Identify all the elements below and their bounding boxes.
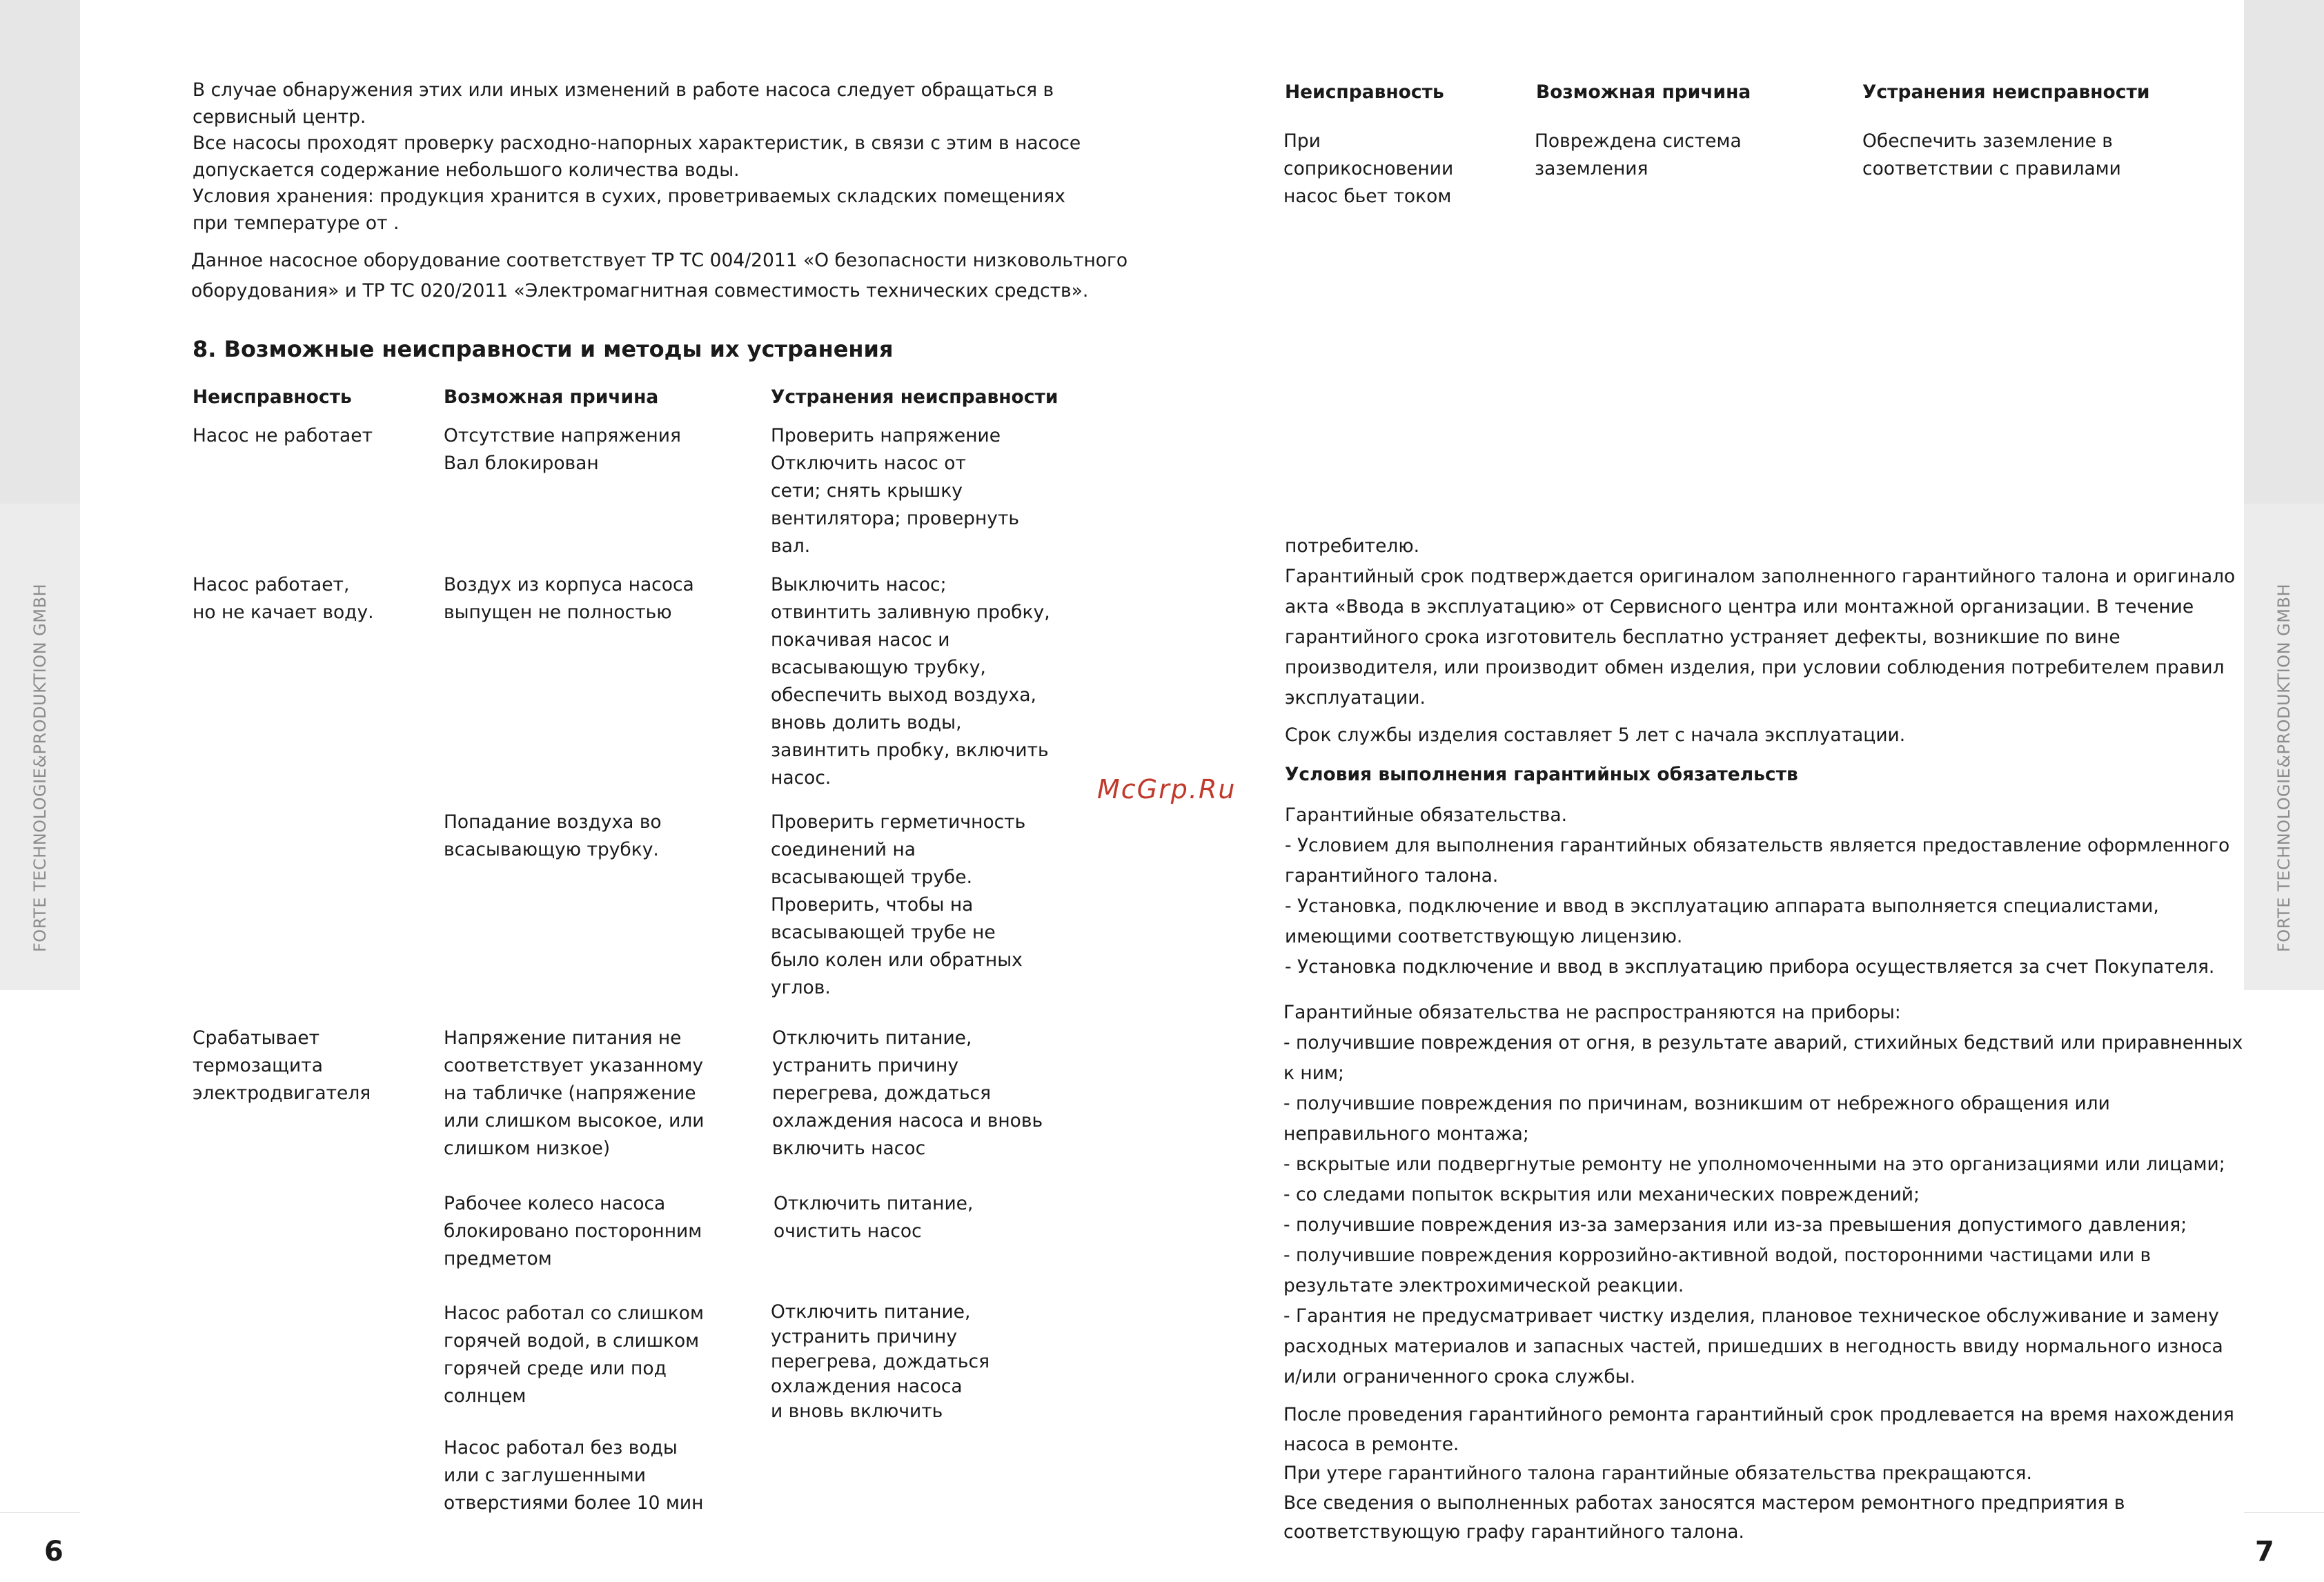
final-text: После проведения гарантийного ремонта гарантийный срок продлевается на время нахождения насоса в ремонте. При утере гарантийного талона гарантийные обязательства прекращаются. Все сведения о выполненных работах заносятся мастером ремонтного предприятия в соответствующую графу гарантийного талона. bbox=[1283, 1404, 2234, 1543]
row-2-fix: Проверить герметичность соединений на всасывающей трубе. Проверить, чтобы на всасывающей трубе не было колен или обратных углов. bbox=[771, 811, 1026, 998]
left-page-number: 6 bbox=[0, 1512, 80, 1582]
warranty-intro: потребителю. Гарантийный срок подтверждается оригиналом заполненного гарантийного талона и оригинало акта «Ввода в эксплуатацию» от Сервисного центра или монтажной организации. В течение гарантийного срока изготовитель бесплатно устраняет дефекты, возникшие по вине производителя, или производит обмен изделия, при условии соблюдения потребителем правил эксплуатации. bbox=[1285, 535, 2236, 709]
intro-paragraph: В случае обнаружения этих или иных изменений в работе насоса следует обращаться в сервисный центр. Все насосы проходят проверку расходно-напорных характеристик, в связи с этим в насосе допускается содержание небольшого количества воды. Условия хранения: продукция хранится в сухих, проветриваемых складских помещениях при температуре от . bbox=[193, 79, 1081, 234]
row-5-cause: Насос работал со слишком горячей водой, в слишком горячей среде или под солнцем bbox=[444, 1303, 704, 1407]
row-4-fix: Отключить питание, очистить насос bbox=[774, 1193, 974, 1242]
row-0-fault: Насос не работает bbox=[193, 425, 373, 446]
left-sidebar-top bbox=[0, 0, 80, 504]
col-header-fault: Неисправность bbox=[193, 386, 352, 408]
row-1-fix: Выключить насос; отвинтить заливную пробку, покачивая насос и всасывающую трубку, обеспечить выход воздуха, вновь долить воды, завинтить пробку, включить насос. bbox=[771, 574, 1050, 789]
col-header-fix: Устранения неисправности bbox=[771, 386, 1058, 408]
right-row-fix: Обеспечить заземление в соответствии с правилами bbox=[1862, 130, 2121, 179]
row-1-fault: Насос работает, но не качает воду. bbox=[193, 574, 374, 623]
section-title: 8. Возможные неисправности и методы их устранения bbox=[193, 336, 894, 362]
right-col-header-cause: Возможная причина bbox=[1536, 81, 1751, 103]
right-sidebar-top bbox=[2244, 0, 2324, 504]
row-1-cause: Воздух из корпуса насоса выпущен не полностью bbox=[444, 574, 694, 623]
row-3-fix: Отключить питание, устранить причину перегрева, дождаться охлаждения насоса и вновь включить насос bbox=[772, 1027, 1043, 1159]
row-3-fault: Срабатывает термозащита электродвигателя bbox=[193, 1027, 371, 1104]
row-6-cause: Насос работал без воды или с заглушенными отверстиями более 10 мин bbox=[444, 1437, 704, 1514]
watermark: McGrp.Ru bbox=[1097, 774, 1237, 804]
right-row-fault: При соприкосновении насос бьет током bbox=[1283, 130, 1454, 207]
row-5-fix: Отключить питание, устранить причину перегрева, дождаться охлаждения насоса и вновь включить bbox=[771, 1301, 990, 1422]
conditions-title: Условия выполнения гарантийных обязательств bbox=[1285, 764, 1798, 785]
right-col-header-fix: Устранения неисправности bbox=[1862, 81, 2150, 103]
row-2-cause: Попадание воздуха во всасывающую трубку. bbox=[444, 811, 662, 860]
right-row-cause: Повреждена система заземления bbox=[1535, 130, 1742, 179]
row-4-cause: Рабочее колесо насоса блокировано посторонним предметом bbox=[444, 1193, 702, 1269]
service-life: Срок службы изделия составляет 5 лет с начала эксплуатации. bbox=[1285, 724, 1906, 746]
left-sidebar-band bbox=[0, 504, 80, 990]
right-col-header-fault: Неисправность bbox=[1285, 81, 1444, 103]
left-sidebar-brand: FORTE TECHNOLOGIE&PRODUKTION GMBH bbox=[30, 584, 50, 952]
right-page-number: 7 bbox=[2244, 1512, 2324, 1582]
row-0-fix: Проверить напряжение Отключить насос от сети; снять крышку вентилятора; провернуть вал. bbox=[771, 425, 1020, 557]
conditions-text: Гарантийные обязательства. - Условием для выполнения гарантийных обязательств является предоставление оформленного гарантийного талона. - Установка, подключение и ввод в эксплуатацию аппарата выполняется специалистами, имеющими соответствующую лицензию. - Установка подключение и ввод в эксплуатацию прибора осуществляется за счет Покупателя. bbox=[1285, 804, 2230, 978]
row-3-cause: Напряжение питания не соответствует указанному на табличке (напряжение или слишком высокое, или слишком низкое) bbox=[444, 1027, 705, 1159]
right-sidebar-brand: FORTE TECHNOLOGIE&PRODUKTION GMBH bbox=[2274, 584, 2294, 952]
row-0-cause: Отсутствие напряжения Вал блокирован bbox=[444, 425, 681, 474]
col-header-cause: Возможная причина bbox=[444, 386, 659, 408]
compliance-paragraph: Данное насосное оборудование соответствует ТР ТС 004/2011 «О безопасности низковольтного оборудования» и ТР ТС 020/2011 «Электромагнитная совместимость технических средств». bbox=[191, 250, 1128, 301]
exclusions-text: Гарантийные обязательства не распространяются на приборы: - получившие повреждения от огня, в результате аварий, стихийных бедствий или приравненных к ним; - получившие повреждения по причинам, возникшим от небрежного обращения или неправильного монтажа; - вскрытые или подвергнутые ремонту не уполномоченными на это организациями или лицами; - со следами попыток вскрытия или механических повреждений; - получившие повреждения из-за замерзания или из-за превышения допустимого давления; - получившие повреждения коррозийно-активной водой, посторонними частицами или в результате электрохимической реакции. - Гарантия не предусматривает чистку изделия, плановое техническое обслуживание и замену расходных материалов и запасных частей, пришедших в негодность ввиду нормального износа и/или ограниченного срока службы. bbox=[1283, 1002, 2243, 1387]
